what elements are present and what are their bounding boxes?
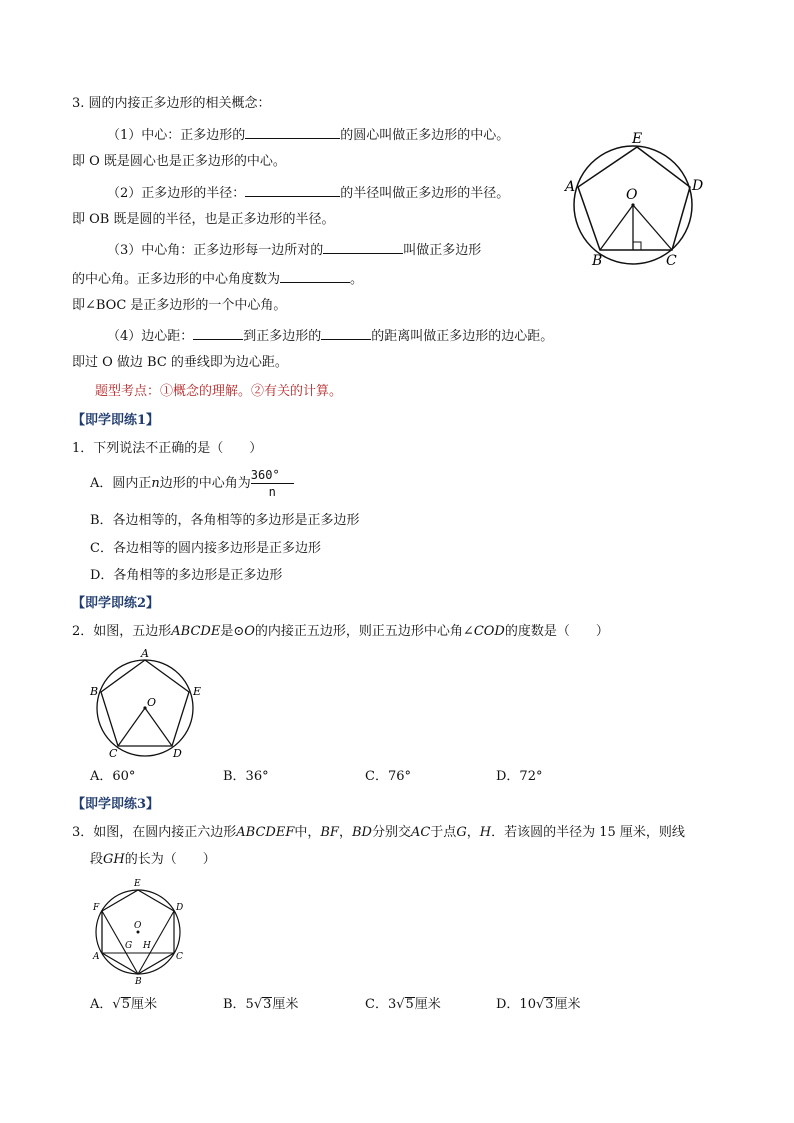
unit: 厘米 xyxy=(414,997,441,1012)
section-title: 3. 圆的内接正多边形的相关概念： xyxy=(72,96,271,111)
var-g: G xyxy=(456,825,467,840)
label-c: C xyxy=(109,747,118,760)
q-text: 是⊙ xyxy=(220,624,245,639)
concept-apothem-note: 即过 O 做边 BC 的垂线即为边心距。 xyxy=(72,355,288,370)
label-e: E xyxy=(134,879,141,889)
fraction xyxy=(251,468,294,499)
concept-angle-text: 叫做正多边形 xyxy=(403,243,482,258)
exercise-3-option-d[interactable]: D．10√3厘米 xyxy=(496,997,581,1012)
exercise-1-option-b[interactable]: B．各边相等的，各角相等的多边形是正多边形 xyxy=(90,513,360,528)
exercise-1-heading: 【即学即练1】 xyxy=(72,413,160,428)
var-abcde: ABCDE xyxy=(171,624,221,639)
radicand: 3 xyxy=(263,997,272,1012)
exercise-2-option-a[interactable]: A．60° xyxy=(90,769,136,784)
label-b: B xyxy=(90,685,99,698)
label-h: H xyxy=(143,941,151,951)
exercise-2-question xyxy=(72,623,609,641)
concept-angle-label: （3）中心角：正多边形每一边所对的 xyxy=(107,243,324,258)
option-prefix: A． xyxy=(90,997,113,1012)
option-a-text2: 边形的中心角为 xyxy=(159,476,251,491)
q-text: ， xyxy=(338,825,352,840)
concept-angle-note: 即∠BOC 是正多边形的一个中心角。 xyxy=(72,298,287,313)
q-text: ．若该圆的半径为 15 厘米，则线 xyxy=(491,825,685,840)
var-abcdef: ABCDEF xyxy=(236,825,295,840)
exercise-3-option-c[interactable]: C．3√5厘米 xyxy=(365,997,441,1012)
concept-radius-text: 的半径叫做正多边形的半径。 xyxy=(340,186,510,201)
concept-center xyxy=(107,124,509,145)
fraction-numerator: 360° xyxy=(251,468,294,484)
exercise-1-option-c[interactable]: C．各边相等的圆内接多边形是正多边形 xyxy=(90,541,321,556)
var-gh: GH xyxy=(103,852,125,867)
concept-center-label: （1）中心：正多边形的 xyxy=(107,128,246,143)
answer-blank[interactable] xyxy=(321,325,371,340)
concept-radius-note: 即 OB 既是圆的半径，也是正多边形的半径。 xyxy=(72,212,335,227)
answer-blank[interactable] xyxy=(323,239,403,254)
exercise-3-heading: 【即学即练3】 xyxy=(72,797,160,812)
exercise-2-option-d[interactable]: D．72° xyxy=(496,769,543,784)
label-d: D xyxy=(176,903,184,913)
exercise-3-option-b[interactable]: B．5√3厘米 xyxy=(223,997,299,1012)
option-a-text: A．圆内正 xyxy=(90,476,152,491)
unit: 厘米 xyxy=(272,997,299,1012)
label-b: B xyxy=(592,253,603,269)
exercise-3-option-a[interactable]: A．√5厘米 xyxy=(90,997,157,1012)
exercise-1-option-d[interactable]: D．各角相等的多边形是正多边形 xyxy=(90,568,283,583)
exercise-3-question xyxy=(72,824,685,842)
answer-blank[interactable] xyxy=(193,325,243,340)
unit: 厘米 xyxy=(554,997,581,1012)
q-text: 段 xyxy=(90,852,104,867)
var-n: n xyxy=(151,476,160,491)
concept-apothem-label: （4）边心距： xyxy=(107,329,194,344)
label-o: O xyxy=(147,696,157,709)
concept-central-angle-cont xyxy=(72,268,363,289)
concept-apothem-text: 到正多边形的 xyxy=(243,329,322,344)
var-ac: AC xyxy=(410,825,431,840)
pentagon-figure-2 xyxy=(86,646,216,760)
label-d: D xyxy=(173,747,182,760)
answer-blank[interactable] xyxy=(245,124,340,139)
concept-central-angle xyxy=(107,239,481,260)
option-prefix: D．10 xyxy=(496,997,536,1012)
q-text: 3．如图，在圆内接正六边形 xyxy=(72,825,237,840)
label-o: O xyxy=(626,187,638,203)
concept-angle-text2: 的中心角。正多边形的中心角度数为 xyxy=(72,272,281,287)
q-text: 分别交 xyxy=(371,825,411,840)
var-h: H xyxy=(479,825,492,840)
exercise-3-question-cont xyxy=(90,851,216,869)
label-g: G xyxy=(125,941,133,951)
label-e: E xyxy=(193,685,202,698)
fraction-denominator: n xyxy=(268,485,276,499)
pentagon-figure xyxy=(560,125,710,270)
exercise-1-option-a[interactable] xyxy=(90,468,294,499)
concept-radius-label: （2）正多边形的半径： xyxy=(107,186,246,201)
option-prefix: C．3 xyxy=(365,997,397,1012)
label-c: C xyxy=(666,253,677,269)
var-o: O xyxy=(244,624,255,639)
var-bf: BF xyxy=(320,825,339,840)
label-o: O xyxy=(134,921,142,931)
label-f: F xyxy=(93,903,100,913)
exercise-2-heading: 【即学即练2】 xyxy=(72,596,160,611)
q-text: 的内接正五边形，则正五边形中心角∠ xyxy=(254,624,474,639)
concept-apothem-text2: 的距离叫做正多边形的边心距。 xyxy=(371,329,554,344)
q-text: ， xyxy=(466,825,480,840)
q-text: 2．如图，五边形 xyxy=(72,624,172,639)
exercise-2-option-c[interactable]: C．76° xyxy=(365,769,411,784)
label-b: B xyxy=(135,977,142,986)
exercise-2-option-b[interactable]: B．36° xyxy=(223,769,269,784)
label-a: A xyxy=(141,647,149,660)
concept-apothem xyxy=(107,325,553,346)
q-text: 中， xyxy=(294,825,321,840)
radicand: 5 xyxy=(405,997,414,1012)
var-cod: COD xyxy=(473,624,505,639)
hexagon-figure xyxy=(86,874,196,986)
answer-blank[interactable] xyxy=(245,182,340,197)
q-text: 于点 xyxy=(430,825,457,840)
concept-center-text: 的圆心叫做正多边形的中心。 xyxy=(340,128,510,143)
unit: 厘米 xyxy=(130,997,157,1012)
var-bd: BD xyxy=(351,825,372,840)
concept-radius xyxy=(107,182,509,203)
key-points: 题型考点：①概念的理解。②有关的计算。 xyxy=(95,384,343,399)
q-text: 的度数是（ ） xyxy=(504,624,609,639)
q-text: 的长为（ ） xyxy=(124,852,216,867)
option-prefix: B．5 xyxy=(223,997,254,1012)
label-a: A xyxy=(565,179,576,195)
answer-blank[interactable] xyxy=(280,268,350,283)
label-e: E xyxy=(632,131,643,147)
radicand: 5 xyxy=(121,997,130,1012)
label-d: D xyxy=(692,178,704,194)
exercise-1-question: 1．下列说法不正确的是（ ） xyxy=(72,441,263,456)
concept-center-note: 即 O 既是圆心也是正多边形的中心。 xyxy=(72,154,286,169)
period: 。 xyxy=(350,272,364,287)
radicand: 3 xyxy=(545,997,554,1012)
label-a: A xyxy=(93,952,100,962)
label-c: C xyxy=(176,952,183,962)
